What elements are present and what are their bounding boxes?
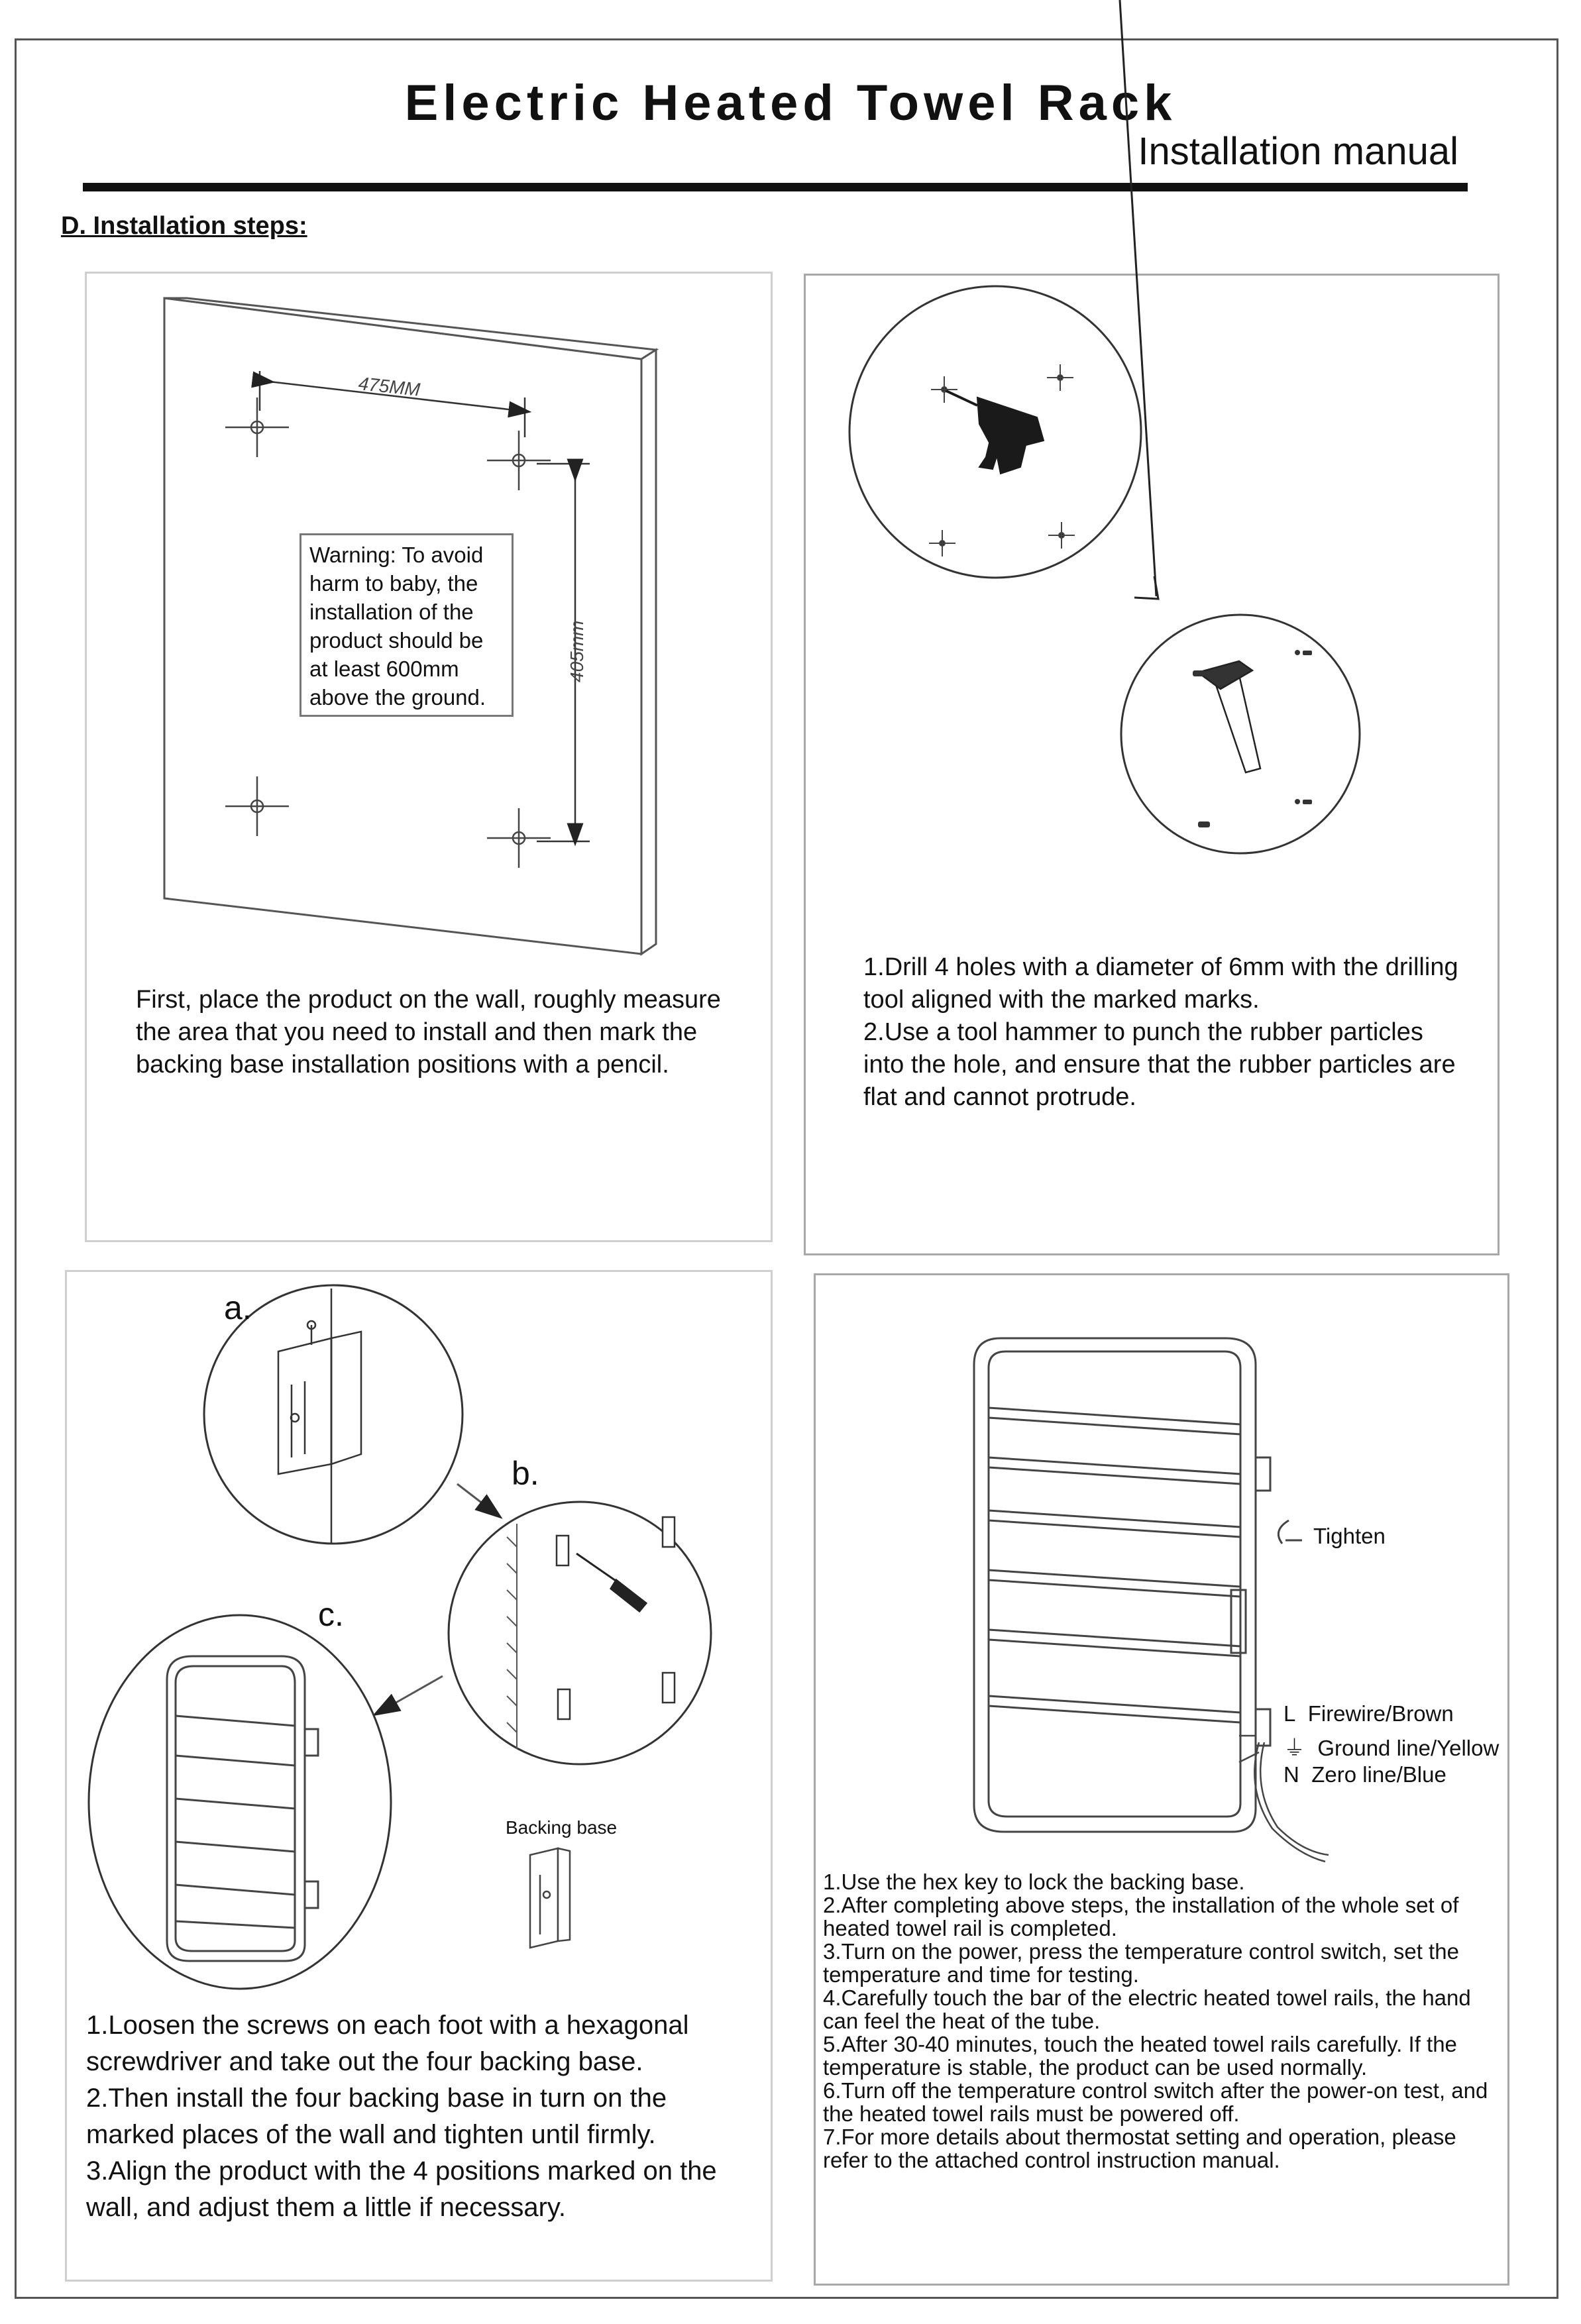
- final-step: 7.For more details about thermostat setting and operation, please refer to the attached control instruction manual.: [823, 2125, 1456, 2172]
- final-step: 2.After completing above steps, the installation of the whole set of heated towel rail is completed.: [823, 1893, 1459, 1940]
- detail-circle-c: [89, 1615, 391, 1989]
- document-title: Electric Heated Towel Rack: [404, 75, 1177, 131]
- wire-live-symbol: L: [1283, 1701, 1296, 1726]
- loosen-step: 1.Loosen the screws on each foot with a hexagonal screwdriver and take out the four backing base.: [86, 2011, 689, 2076]
- align-step: 3.Align the product with the 4 positions marked on the wall, and adjust them a little if necessary.: [86, 2156, 717, 2222]
- wire-ground: [1283, 1731, 1499, 1762]
- wire-live-text: Firewire/Brown: [1307, 1701, 1454, 1726]
- tighten-arrow: [1278, 1520, 1302, 1544]
- dimension-width-label: 475MM: [357, 373, 421, 400]
- label-a: a.: [224, 1289, 252, 1326]
- install-step: 2.Then install the four backing base in turn on the marked places of the wall and tighten until firmly.: [86, 2084, 667, 2149]
- label-b: b.: [512, 1455, 539, 1492]
- final-step: 6.Turn off the temperature control switch after the power-on test, and the heated towel rails must be powered off.: [823, 2078, 1488, 2126]
- wire-neutral: [1283, 1762, 1446, 1787]
- document-subtitle: Installation manual: [1138, 130, 1458, 173]
- wire-live: [1283, 1701, 1454, 1726]
- panel2-instructions: [863, 951, 1460, 1114]
- tighten-label: Tighten: [1313, 1524, 1386, 1548]
- backing-base-part: [530, 1848, 570, 1948]
- wire-neutral-text: Zero line/Blue: [1311, 1762, 1446, 1787]
- backing-base-label: Backing base: [506, 1817, 618, 1838]
- panel1-instructions: First, place the product on the wall, roughly measure the area that you need to install and then mark the backing base installation positions with a pencil.: [136, 986, 721, 1079]
- hammer-step: 2.Use a tool hammer to punch the rubber particles into the hole, and ensure that the rubber particles are flat and cannot protrude.: [863, 1018, 1456, 1111]
- section-heading: D. Installation steps:: [61, 212, 307, 240]
- drill-step: 1.Drill 4 holes with a diameter of 6mm with the drilling tool aligned with the marked marks.: [863, 953, 1458, 1014]
- wire-neutral-symbol: N: [1283, 1762, 1299, 1787]
- label-c: c.: [318, 1596, 344, 1633]
- final-step: 4.Carefully touch the bar of the electric heated towel rails, the hand can feel the heat of the tube.: [823, 1985, 1471, 2033]
- ground-symbol-icon: ⏚: [1283, 1736, 1305, 1760]
- final-step: 1.Use the hex key to lock the backing base.: [823, 1870, 1245, 1894]
- wire-ground-text: Ground line/Yellow: [1317, 1736, 1499, 1760]
- panel3-instructions: [86, 2007, 749, 2226]
- warning-box: Warning: To avoid harm to baby, the installation of the product should be at least 600mm above the ground.: [300, 533, 514, 717]
- final-step: 3.Turn on the power, press the temperature control switch, set the temperature and time for testing.: [823, 1939, 1459, 1987]
- panel4-instructions: [823, 1870, 1499, 2172]
- towel-rack-large: [974, 1338, 1270, 1832]
- final-step: 5.After 30-40 minutes, touch the heated towel rails carefully. If the temperature is stable, the product can be used normally.: [823, 2032, 1457, 2080]
- dimension-height-label: 405mm: [567, 620, 587, 682]
